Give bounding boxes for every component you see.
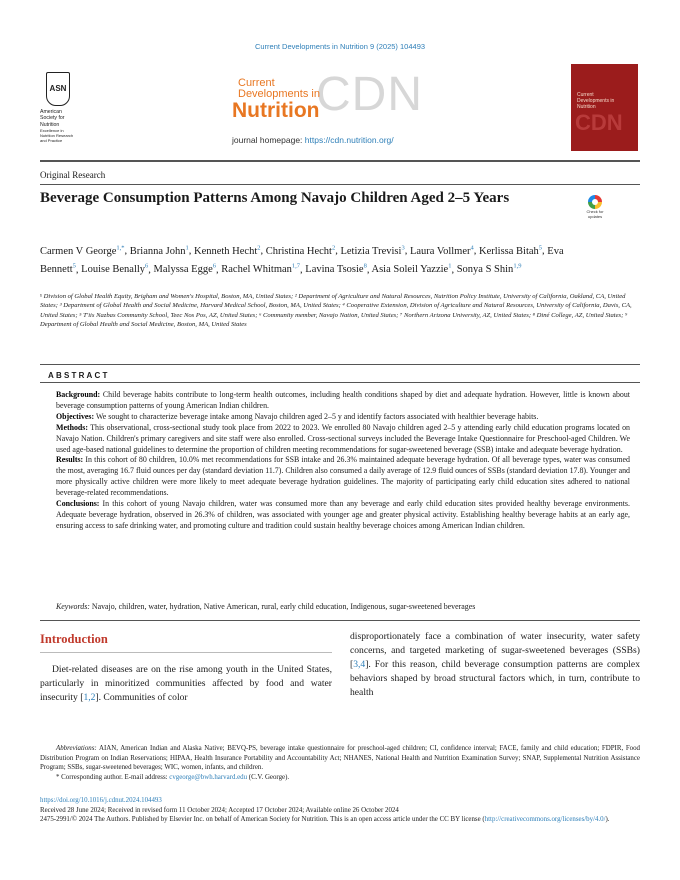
affiliations-text: Division of Global Health Equity, Brigham and Women's Hospital, Boston, MA, United States; ² Department of Agriculture and Natural Resources, Nutrition Policy Institute, University of California, Oakland, CA, United States; ³ Department of Global Health and Social Medicine, Harvard Medical School, Boston, MA, United States; ⁴ Cooperative Extension, Division of Agriculture and Natural Resources, University of California, Davis, CA, United States; ⁵ T'iis Nazbas Community School, Teec Nos Pos, AZ, United States; ⁶ Community member, Navajo Nation, United States; ⁷ Northern Arizona University, AZ, United States; ⁸ Diné College, AZ, United States; ⁹ Department of Global Health and Social Medicine, Boston, MA, United States xyxy=(40,293,632,329)
author[interactable] xyxy=(410,246,474,257)
abstract-label: Background: xyxy=(56,390,101,399)
abstract-text: This observational, cross-sectional study took place from 2022 to 2023. We enrolled 80 Navajo children aged 2–5 y attending early child education programs located on Navajo Nation. Children's primary caregivers and site staff were also enrolled. Cross-sectional surveys included the Beverage Intake Questionnaire for Preschool-aged Children. We used age-based national guidelines to determine the proportion of children meeting recommendations for sugar-sweetened beverage (SSB) intake and adequate beverage hydration. xyxy=(56,422,630,454)
abstract-text: We sought to characterize beverage intake among Navajo children aged 2–5 y and identify factors associated with healthier beverage habits. xyxy=(95,411,539,421)
author[interactable] xyxy=(372,264,452,275)
article-title: Beverage Consumption Patterns Among Navajo Children Aged 2–5 Years xyxy=(40,190,510,206)
author-name: Asia Soleil Yazzie xyxy=(371,264,449,275)
author-name: Carmen V George xyxy=(40,245,117,257)
author[interactable] xyxy=(194,246,261,257)
intro-heading: Introduction xyxy=(40,632,108,646)
author-affiliation-ref[interactable]: 3 xyxy=(401,244,405,251)
corresponding-author xyxy=(40,773,640,783)
abstract-label: Methods: xyxy=(56,422,88,432)
abbreviations xyxy=(40,744,640,773)
keywords-label: Keywords: xyxy=(56,602,90,611)
abstract-background xyxy=(56,390,630,412)
check-for-updates-button[interactable] xyxy=(584,195,606,221)
author-name: Louise Benally xyxy=(81,264,146,275)
abbreviations-label: Abbreviations: xyxy=(56,745,97,752)
author-affiliation-ref[interactable]: 1 xyxy=(185,244,189,251)
intro-text: ]. Communities of color xyxy=(95,692,188,703)
author-affiliation-ref[interactable]: 1,* xyxy=(116,244,125,251)
homepage-label: journal homepage: xyxy=(232,135,305,145)
received-dates: Received 28 June 2024; Received in revised form 11 October 2024; Accepted 17 October 2024; Available online 26 October 2024 xyxy=(40,806,399,814)
author-affiliation-ref[interactable]: 8 xyxy=(363,262,367,270)
license xyxy=(40,815,640,825)
journal-homepage xyxy=(232,135,394,145)
corresponding-tail: (C.V. George). xyxy=(247,773,290,781)
author-name: Christina Hecht xyxy=(265,245,332,257)
asn-line: Nutrition xyxy=(40,121,60,128)
author[interactable] xyxy=(154,264,216,275)
author-name: Brianna John xyxy=(129,245,186,257)
author[interactable] xyxy=(340,246,404,257)
abstract-body xyxy=(56,390,630,532)
abbreviations-text: AIAN, American Indian and Alaska Native; BEVQ-PS, beverage intake questionnaire for preschool-aged children; CI, confidence interval; FACE, family and child education; FDPIR, Food Distribution Program on Indian Reservations; HIPAA, Health Insurance Portability and Accountability Act; NHANES, National Health and Nutrition Examination Survey; SNAP, Supplemental Nutrition Assistance Program; SSBs, sugar-sweetened beverages; WIC, women, infants, and children. xyxy=(40,745,640,772)
article-type: Original Research xyxy=(40,170,106,180)
author[interactable] xyxy=(479,246,542,257)
check-updates-icon xyxy=(588,195,602,209)
abstract-label: Objectives: xyxy=(56,411,95,421)
abstract-text: Child beverage habits contribute to long-term health outcomes, including health conditions shaped by diet and adequate hydration. However, little is known about beverage consumption patterns of young American Indian children. xyxy=(56,390,630,410)
author-name: Kerlissa Bitah xyxy=(479,245,539,257)
citation-link[interactable]: 3,4 xyxy=(353,659,366,670)
author-name: Lavina Tsosie xyxy=(305,264,364,275)
author-list: Carmen V George$^{1,*}$, Brianna John$^1$, Kenneth Hecht$^2$, Christina Hecht$^2$, Letizia Trevisi$^3$, Laura Vollmer$^4$, Kerlissa Bitah$^5$, Eva Bennett$^5$, Louise Benally$^6$, Malyssa Egge$^6$, Rachel Whitman$^{1,7}$, Lavina Tsosie$^8$, Asia Soleil Yazzie$^1$, Sonya S Shin$^{1,9}$ xyxy=(40,244,564,275)
cover-line: Current xyxy=(577,92,594,98)
intro-paragraph-left xyxy=(40,663,332,705)
journal-cover[interactable] xyxy=(571,64,638,151)
license-text: 2475-2991/© 2024 The Authors. Published by Elsevier Inc. on behalf of American Society for Nutrition. This is an open access article under the CC BY license ( xyxy=(40,816,485,824)
abstract-head-rule xyxy=(40,382,640,383)
author-affiliation-ref[interactable]: 5 xyxy=(538,244,543,251)
asn-line: Society for xyxy=(40,115,65,122)
author[interactable] xyxy=(266,246,335,257)
author-affiliation-ref[interactable]: 1,7 xyxy=(291,262,301,270)
cover-line: Developments in xyxy=(577,98,615,104)
keywords xyxy=(56,602,630,613)
intro-paragraph-right xyxy=(350,630,640,700)
article-info xyxy=(40,796,640,825)
author-affiliation-ref[interactable]: 1,9 xyxy=(513,262,522,270)
abstract-heading: ABSTRACT xyxy=(48,371,110,380)
author-affiliation-ref[interactable]: 6 xyxy=(212,262,216,270)
abstract-label: Conclusions: xyxy=(56,499,100,509)
check-updates-label: Check for updates xyxy=(586,209,604,219)
author[interactable] xyxy=(457,264,522,275)
author[interactable] xyxy=(40,246,125,257)
asn-logo xyxy=(40,72,76,143)
author-name: Rachel Whitman xyxy=(221,264,292,275)
abstract-text: In this cohort of 80 children, 10.0% met recommendations for SSB intake and 26.3% maintained adequate beverage hydration. Of all beverage types, water was consumed the most, averaging 16.7 fluid ounces per day (standard deviation 11.7). Children also consumed a daily average of 12.9 fluid ounces of SSBs (standard deviation 17.8). Younger and more physically active children were more likely to meet adequate beverage hydration guidelines. The majority of participating early child education sites adhered to national beverage-related recommendations. xyxy=(56,455,630,498)
homepage-link[interactable]: https://cdn.nutrition.org/ xyxy=(304,135,394,145)
author-name: Sonya S Shin xyxy=(456,264,514,275)
email-link[interactable]: cvgeorge@bwh.harvard.edu xyxy=(169,773,248,781)
asn-text xyxy=(40,109,76,143)
doi-link[interactable]: https://doi.org/10.1016/j.cdnut.2024.104493 xyxy=(40,797,162,804)
author-name: Letizia Trevisi xyxy=(340,245,402,257)
author-name: Laura Vollmer xyxy=(409,245,471,257)
corresponding-label: * Corresponding author. E-mail address: xyxy=(56,773,170,781)
abstract-text: In this cohort of young Navajo children, water was consumed more than any beverage and early child education sites provided healthy beverage environments. Adequate beverage hydration, observed in 26.3% of children, was associated with younger age and greater physical activity. Establishing healthy beverage habits at an early age, ensuring access to safe drinking water, and promoting culture and tradition could sustain healthy beverage choices among American Indian children. xyxy=(56,499,630,530)
cover-line: Nutrition xyxy=(577,104,596,110)
asn-line: American xyxy=(40,109,62,115)
intro-rule xyxy=(40,652,332,653)
journal-name-line2: Developments in xyxy=(238,88,320,100)
journal-name xyxy=(238,78,320,100)
affiliations: ¹ Division of Global Health Equity, Brigham and Women's Hospital, Boston, MA, United States; ² Department of Agriculture and Natural Resources, Nutrition Policy Institute, University of California, Oakland, CA, United States; ³ Department of Global Health and Social Medicine, Harvard Medical School, Boston, MA, United States; ⁴ Cooperative Extension, Division of Agriculture and Natural Resources, University of California, Davis, CA, United States; ⁵ T'iis Nazbas Community School, Teec Nos Pos, AZ, United States; ⁶ Community member, Navajo Nation, United States; ⁷ Northern Arizona University, AZ, United States; ⁸ Diné College, AZ, United States; ⁹ Department of Global Health and Social Medicine, Boston, MA, United States xyxy=(40,293,632,329)
abstract-conclusions xyxy=(56,499,630,532)
intro-text: Diet-related diseases are on the rise among youth in the United States, particularly in minoritized communities affected by food and water insecurity [ xyxy=(40,664,332,703)
author-affiliation-ref[interactable]: 1 xyxy=(448,262,452,270)
author-name: Kenneth Hecht xyxy=(193,245,258,257)
author-name: Eva Bennett xyxy=(40,245,564,275)
left-column xyxy=(40,630,332,705)
author-name: Malyssa Egge xyxy=(153,264,213,275)
journal-name-line1: Current xyxy=(238,77,275,89)
asn-line: and Practice xyxy=(40,138,63,144)
author-affiliation-ref[interactable]: 4 xyxy=(470,244,474,251)
intro-text: ]. For this reason, child beverage consumption patterns are complex behaviors shaped by broad structural factors which, in turn, contribute to health xyxy=(350,659,640,698)
asn-badge: ASN xyxy=(46,72,70,106)
cdn-watermark: CDN xyxy=(316,68,423,121)
license-tail: ). xyxy=(605,816,610,824)
abstract-objectives xyxy=(56,412,630,423)
keywords-text: Navajo, children, water, hydration, Native American, rural, early child education, Indigenous, sugar-sweetened beverages xyxy=(91,602,476,611)
abstract-top-rule xyxy=(40,364,640,365)
abstract-label: Results: xyxy=(56,455,84,465)
license-link[interactable]: http://creativecommons.org/licenses/by/4.0/ xyxy=(484,816,606,824)
citation-link[interactable]: 1,2 xyxy=(83,692,96,703)
header-divider xyxy=(40,160,640,162)
author-affiliation-ref[interactable]: 5 xyxy=(72,262,76,270)
author-affiliation-ref[interactable]: 2 xyxy=(331,244,336,251)
author-affiliation-ref[interactable]: 6 xyxy=(145,262,149,270)
journal-name-nutrition: Nutrition xyxy=(232,99,320,122)
intro-text: disproportionately face a combination of water insecurity, water safety concerns, and targeted marketing of sugar-sweetened beverages (SSBs) [ xyxy=(350,631,640,670)
author-affiliation-ref[interactable]: 2 xyxy=(257,244,261,251)
abstract-bottom-rule xyxy=(40,620,640,621)
cover-watermark: CDN xyxy=(575,110,623,135)
asn-line: Nutrition Research xyxy=(40,133,74,139)
footnotes xyxy=(40,744,640,782)
author[interactable] xyxy=(305,264,367,275)
author[interactable] xyxy=(221,264,300,275)
journal-header[interactable]: Current Developments in Nutrition 9 (2025) 104493 xyxy=(254,42,426,51)
author[interactable] xyxy=(130,246,189,257)
asn-line: Excellence in xyxy=(40,128,64,134)
section-divider xyxy=(40,184,640,185)
author[interactable] xyxy=(81,264,148,275)
abstract-results xyxy=(56,455,630,499)
abstract-methods xyxy=(56,423,630,456)
